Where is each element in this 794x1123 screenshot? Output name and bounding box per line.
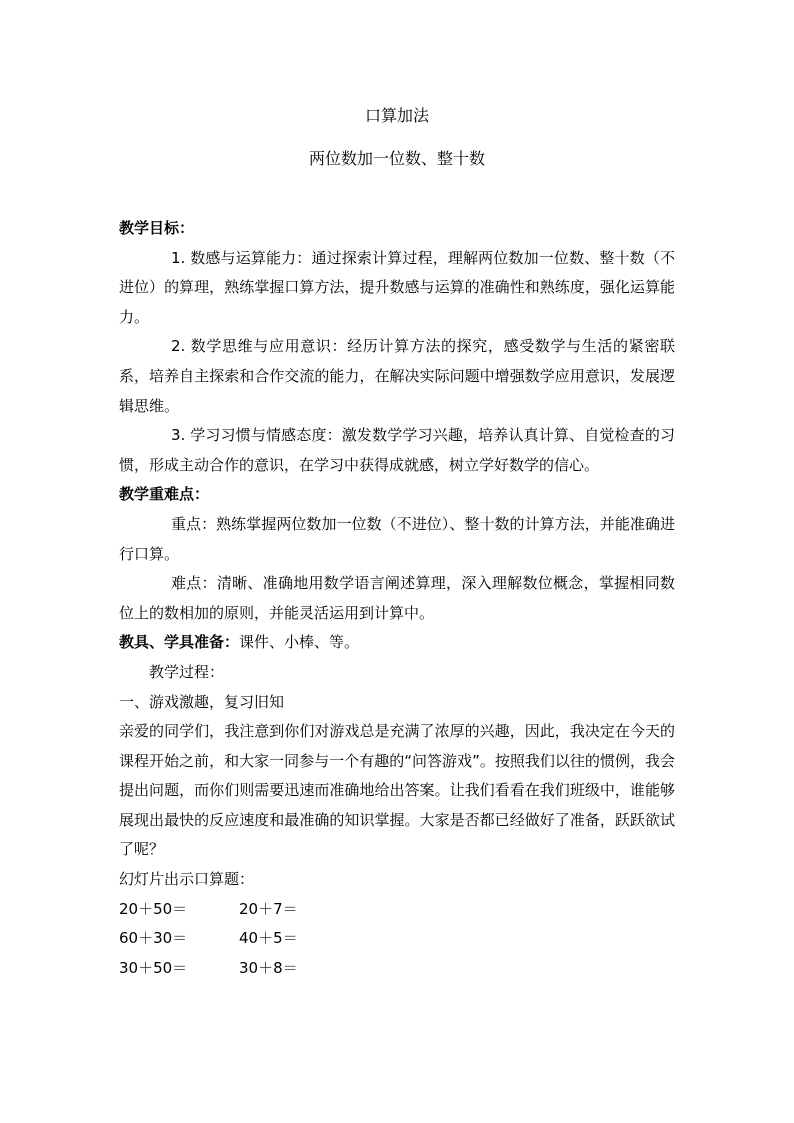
expression-item: 60＋30＝ [119, 929, 188, 948]
expression-row [119, 924, 675, 954]
key-points-heading: 教学重难点： [119, 485, 210, 504]
expression-item: 30＋50＝ [119, 958, 188, 977]
expression-item: 30＋8＝ [239, 958, 298, 977]
document-subtitle: 两位数加一位数、整十数 [308, 149, 485, 168]
expression-item: 20＋7＝ [239, 899, 298, 918]
slide-label: 幻灯片出示口算题： [119, 870, 255, 889]
document-title: 口算加法 [364, 106, 429, 125]
objective-item-1: 1. 数感与运算能力：通过探索计算过程，理解两位数加一位数、整十数（不进位）的算理，熟练掌握口算方法，提升数感与运算的准确性和熟练度，强化运算能力。 [119, 248, 675, 326]
section1-paragraph: 亲爱的同学们，我注意到你们对游戏总是充满了浓厚的兴趣，因此，我决定在今天的课程开始之前，和大家一同参与一个有趣的“问答游戏”。按照我们以往的惯例，我会提出问题，而你们则需要迅速而准确地给出答案。让我们看看在我们班级中，谁能够展现出最快的反应速度和最准确的知识掌握。大家是否都已经做好了准备，跃跃欲试了呢？ [119, 722, 675, 859]
expression-row [119, 895, 675, 925]
process-heading: 教学过程： [149, 662, 225, 681]
key-point: 重点：熟练掌握两位数加一位数（不进位）、整十数的计算方法，并能准确进行口算。 [119, 514, 675, 563]
expression-item: 40＋5＝ [239, 929, 298, 948]
expression-row [119, 954, 675, 984]
materials-label: 教具、学具准备： [119, 633, 240, 652]
difficult-point: 难点：清晰、准确地用数学语言阐述算理，深入理解数位概念，掌握相同数位上的数相加的原则，并能灵活运用到计算中。 [119, 574, 675, 622]
materials-value: 课件、小棒、等。 [239, 633, 360, 652]
objective-item-3: 3. 学习习惯与情感态度：激发数学学习兴趣，培养认真计算、自觉检查的习惯，形成主动合作的意识，在学习中获得成就感，树立学好数学的信心。 [119, 426, 675, 474]
objective-item-2: 2. 数学思维与应用意识：经历计算方法的探究，感受数学与生活的紧密联系，培养自主探索和合作交流的能力，在解决实际问题中增强数学应用意识，发展逻辑思维。 [119, 337, 675, 415]
expression-item: 20＋50＝ [119, 899, 188, 918]
materials-line [119, 628, 675, 658]
document-body [119, 214, 675, 983]
section1-heading: 一、游戏激趣，复习旧知 [119, 692, 285, 711]
objectives-heading: 教学目标： [119, 219, 195, 237]
